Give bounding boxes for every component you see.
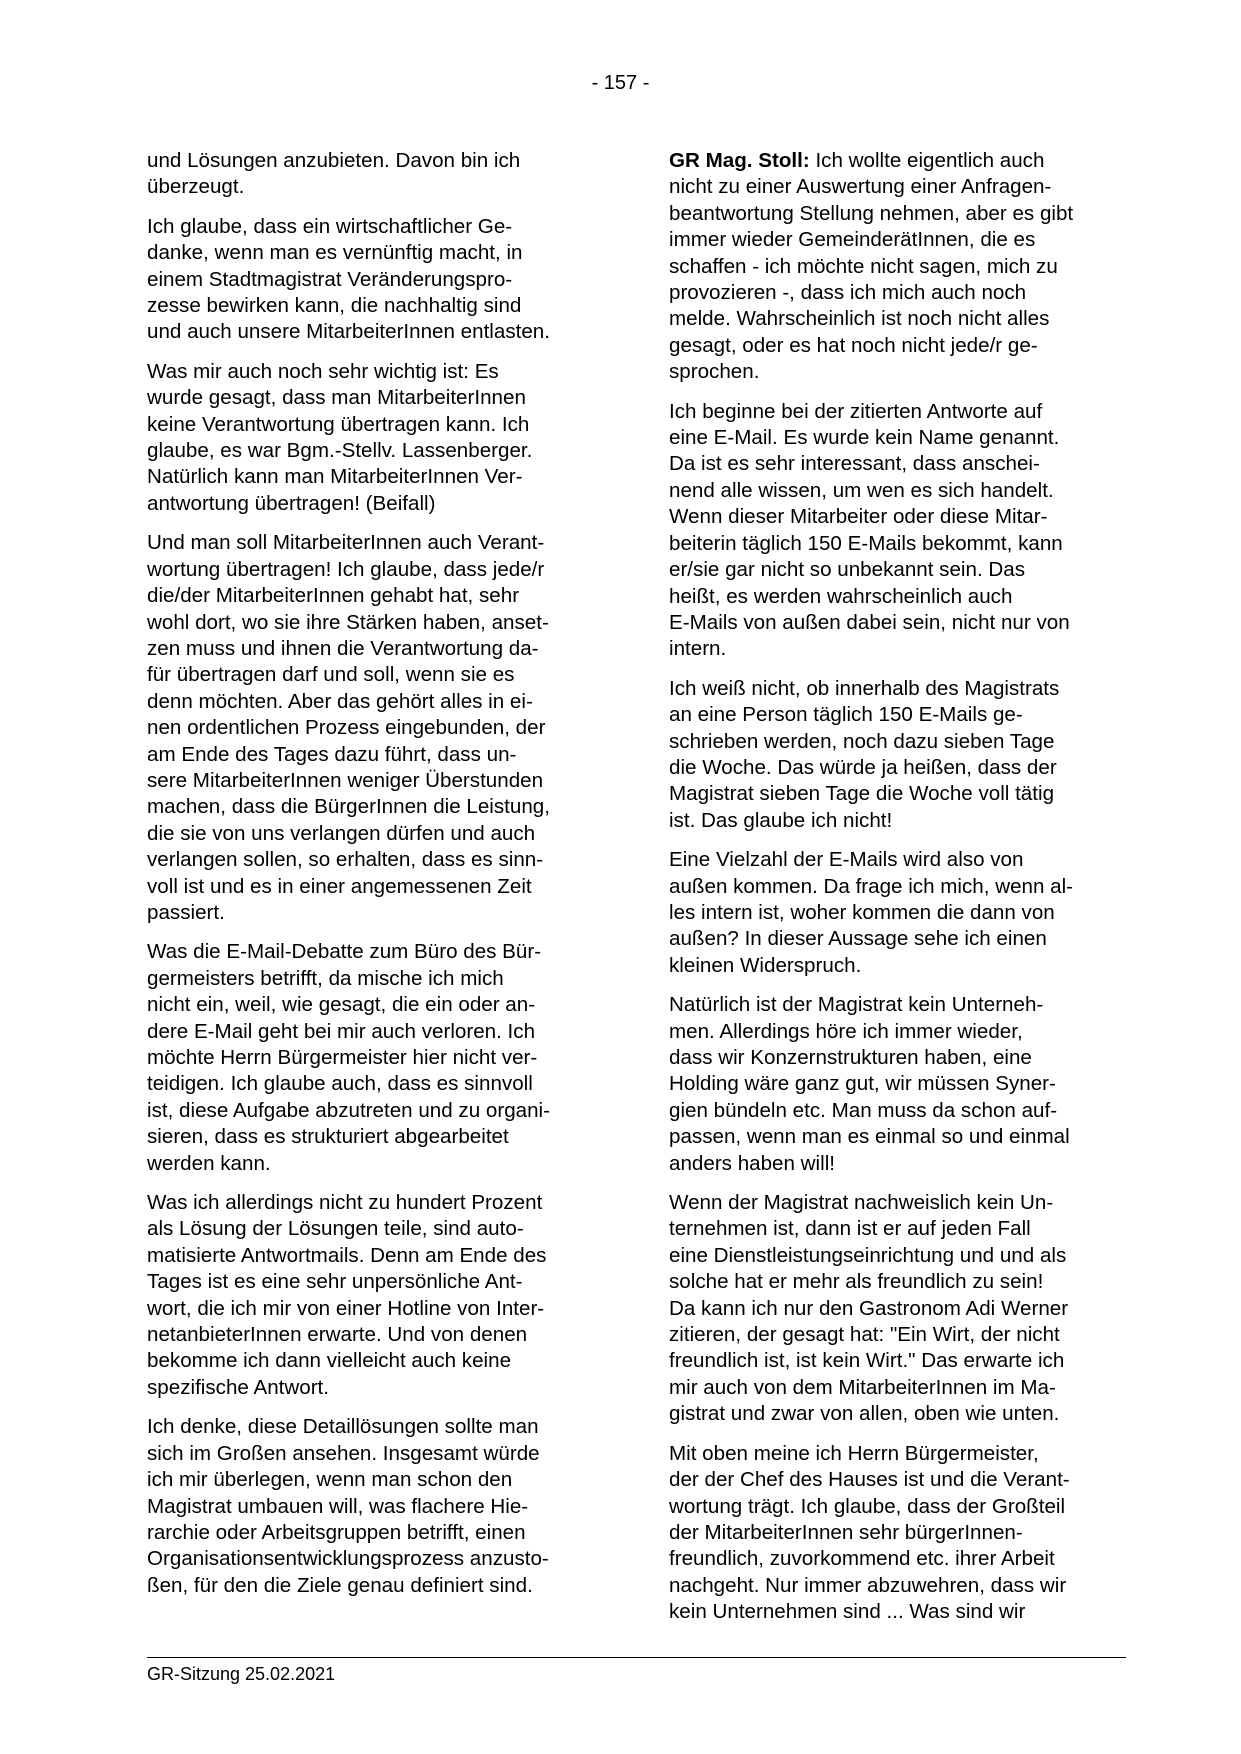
text-line: E-Mails von außen dabei sein, nicht nur von [669, 610, 1070, 634]
text-line: provozieren -, dass ich mich auch noch [669, 281, 1027, 305]
text-line: beantwortung Stellung nehmen, aber es gibt [669, 201, 1074, 225]
text-line: germeisters betrifft, da mische ich mich [147, 966, 504, 990]
text-line: gien bündeln etc. Man muss da schon auf- [669, 1098, 1058, 1122]
text-line: Organisationsentwicklungsprozess anzusto- [147, 1547, 549, 1571]
text-line: beiterin täglich 150 E-Mails bekommt, kann [669, 531, 1063, 555]
paragraph [147, 1190, 599, 1401]
text-line: glaube, es war Bgm.-Stellv. Lassenberger. [147, 439, 533, 463]
text-line: der MitarbeiterInnen sehr bürgerInnen- [669, 1520, 1023, 1544]
text-line: Da ist es sehr interessant, dass anschei- [669, 452, 1040, 476]
text-line: Eine Vielzahl der E-Mails wird also von [669, 848, 1024, 872]
text-line: machen, dass die BürgerInnen die Leistung, [147, 795, 550, 819]
text-line: Magistrat sieben Tage die Woche voll tätig [669, 782, 1055, 806]
text-line: rarchie oder Arbeitsgruppen betrifft, einen [147, 1520, 526, 1544]
paragraph [669, 1441, 1127, 1626]
text-line: die/der MitarbeiterInnen gehabt hat, sehr [147, 584, 520, 608]
text-line: kleinen Widerspruch. [669, 953, 862, 977]
text-line: melde. Wahrscheinlich ist noch nicht alles [669, 307, 1050, 331]
text-line: schrieben werden, noch dazu sieben Tage [669, 729, 1055, 753]
page-number: - 157 - [591, 72, 650, 94]
text-line: Was ich allerdings nicht zu hundert Prozent [147, 1191, 543, 1215]
text-line: solche hat er mehr als freundlich zu sein! [669, 1270, 1044, 1294]
text-line: dere E-Mail geht bei mir auch verloren. Ich [147, 1019, 536, 1043]
text-line: ich mir überlegen, wenn man schon den [147, 1468, 513, 1492]
text-line: antwortung übertragen! (Beifall) [147, 491, 436, 515]
text-line: Wenn dieser Mitarbeiter oder diese Mitar- [669, 505, 1048, 529]
text-line: les intern ist, woher kommen die dann von [669, 900, 1055, 924]
text-line: teidigen. Ich glaube auch, dass es sinnvoll [147, 1072, 533, 1096]
text-line: nicht zu einer Auswertung einer Anfragen- [669, 175, 1052, 199]
text-line: und Lösungen anzubieten. Davon bin ich [147, 149, 521, 172]
text-line: passen, wenn man es einmal so und einmal [669, 1125, 1070, 1149]
text-line: eine E-Mail. Es wurde kein Name genannt. [669, 426, 1060, 450]
text-line: wurde gesagt, dass man MitarbeiterInnen [147, 386, 526, 410]
text-line: wortung übertragen! Ich glaube, dass jede/r [147, 557, 545, 581]
text-line: Ich denke, diese Detaillösungen sollte man [147, 1415, 539, 1439]
text-line: nachgeht. Nur immer abzuwehren, dass wir [669, 1573, 1067, 1597]
text-line: Wenn der Magistrat nachweislich kein Un- [669, 1191, 1054, 1215]
text-line: intern. [669, 637, 727, 661]
paragraph [669, 992, 1127, 1177]
text-line: nend alle wissen, um wen es sich handelt. [669, 478, 1054, 502]
text-line: Da kann ich nur den Gastronom Adi Werner [669, 1296, 1069, 1320]
text-line: außen kommen. Da frage ich mich, wenn al- [669, 874, 1074, 898]
speaker-name: GR Mag. Stoll: [669, 149, 810, 172]
paragraph [669, 676, 1127, 834]
text-line: für übertragen darf und soll, wenn sie es [147, 663, 515, 687]
text-line: ßen, für den die Ziele genau definiert sind. [147, 1573, 533, 1597]
text-line: verlangen sollen, so erhalten, dass es sinn- [147, 848, 544, 872]
text-line: dass wir Konzernstrukturen haben, eine [669, 1046, 1032, 1069]
text-line: voll ist und es in einer angemessenen Zeit [147, 874, 532, 898]
text-line: als Lösung der Lösungen teile, sind auto- [147, 1217, 524, 1241]
paragraph [669, 399, 1127, 663]
text-line: immer wieder GemeinderätInnen, die es [669, 228, 1036, 252]
text-line: überzeugt. [147, 175, 245, 199]
text-line: eine Dienstleistungseinrichtung und und als [669, 1243, 1067, 1267]
text-line: der der Chef des Hauses ist und die Verant- [669, 1468, 1070, 1492]
text-line: sprochen. [669, 360, 760, 384]
paragraph [669, 847, 1127, 979]
text-line: danke, wenn man es vernünftig macht, in [147, 241, 523, 265]
text-line: möchte Herrn Bürgermeister hier nicht ver- [147, 1046, 538, 1069]
text-line: kein Unternehmen sind ... Was sind wir [669, 1600, 1026, 1624]
paragraph [669, 148, 1127, 386]
text-line: keine Verantwortung übertragen kann. Ich [147, 412, 530, 436]
text-line: wort, die ich mir von einer Hotline von Inter- [147, 1296, 545, 1320]
text-line: Und man soll MitarbeiterInnen auch Verant- [147, 531, 545, 555]
text-line: Magistrat umbauen will, was flachere Hie- [147, 1494, 529, 1518]
text-line: nicht ein, weil, wie gesagt, die ein oder an- [147, 993, 536, 1017]
text-line: bekomme ich dann vielleicht auch keine [147, 1349, 512, 1373]
text-line: wohl dort, wo sie ihre Stärken haben, anset- [147, 610, 549, 634]
text-line: heißt, es werden wahrscheinlich auch [669, 584, 1013, 608]
text-line: Mit oben meine ich Herrn Bürgermeister, [669, 1441, 1039, 1465]
text-line [669, 148, 1127, 174]
text-line: am Ende des Tages dazu führt, dass un- [147, 742, 517, 766]
footer-divider [147, 1657, 1126, 1658]
text-line: außen? In dieser Aussage sehe ich einen [669, 927, 1047, 951]
text-line: Was die E-Mail-Debatte zum Büro des Bür- [147, 940, 542, 964]
text-line: Natürlich ist der Magistrat kein Unterneh- [669, 993, 1044, 1017]
text-line: schaffen - ich möchte nicht sagen, mich zu [669, 254, 1058, 278]
text-line: ist. Das glaube ich nicht! [669, 808, 893, 832]
text-line: ist, diese Aufgabe abzutreten und zu organi- [147, 1098, 550, 1122]
text-line: die Woche. Das würde ja heißen, dass der [669, 755, 1057, 779]
text-line: Holding wäre ganz gut, wir müssen Syner- [669, 1072, 1056, 1096]
text-fragment: Ich wollte eigentlich auch [809, 149, 1045, 172]
text-line: gesagt, oder es hat noch nicht jede/r ge- [669, 333, 1038, 357]
text-line: men. Allerdings höre ich immer wieder, [669, 1019, 1023, 1043]
paragraph [147, 359, 599, 517]
text-line: denn möchten. Aber das gehört alles in ei- [147, 689, 533, 713]
text-line: einem Stadtmagistrat Veränderungspro- [147, 267, 513, 291]
text-line: Was mir auch noch sehr wichtig ist: Es [147, 359, 499, 383]
paragraph [147, 214, 599, 346]
paragraph [147, 530, 599, 926]
text-line: wortung trägt. Ich glaube, dass der Großteil [669, 1494, 1066, 1518]
text-line: Ich glaube, dass ein wirtschaftlicher Ge- [147, 214, 513, 238]
right-column [669, 148, 1127, 1639]
text-line: sere MitarbeiterInnen weniger Überstunden [147, 768, 544, 792]
text-line: anders haben will! [669, 1151, 835, 1175]
text-line: sieren, dass es strukturiert abgearbeitet [147, 1125, 509, 1149]
footer-text: GR-Sitzung 25.02.2021 [147, 1664, 336, 1684]
text-line: sich im Großen ansehen. Insgesamt würde [147, 1441, 540, 1465]
text-line: Ich weiß nicht, ob innerhalb des Magistrats [669, 676, 1060, 700]
text-line: zitieren, der gesagt hat: "Ein Wirt, der nicht [669, 1323, 1060, 1347]
text-line: Natürlich kann man MitarbeiterInnen Ver- [147, 465, 523, 489]
text-line: und auch unsere MitarbeiterInnen entlasten. [147, 320, 550, 344]
paragraph [147, 939, 599, 1177]
text-line: nen ordentlichen Prozess eingebunden, der [147, 716, 546, 740]
text-line: die sie von uns verlangen dürfen und auch [147, 821, 536, 845]
text-line: gistrat und zwar von allen, oben wie unten. [669, 1402, 1060, 1426]
left-column [147, 148, 599, 1612]
text-line: spezifische Antwort. [147, 1375, 329, 1399]
text-line: netanbieterInnen erwarte. Und von denen [147, 1323, 528, 1347]
paragraph [147, 1414, 599, 1599]
text-line: werden kann. [147, 1151, 271, 1175]
text-line: mir auch von dem MitarbeiterInnen im Ma- [669, 1375, 1056, 1399]
text-line: matisierte Antwortmails. Denn am Ende des [147, 1243, 547, 1267]
text-line: freundlich ist, ist kein Wirt." Das erwarte ich [669, 1349, 1065, 1373]
text-line: ternehmen ist, dann ist er auf jeden Fall [669, 1217, 1031, 1241]
text-line: er/sie gar nicht so unbekannt sein. Das [669, 558, 1026, 582]
text-line: Tages ist es eine sehr unpersönliche Ant- [147, 1270, 523, 1294]
text-line: passiert. [147, 900, 225, 924]
text-line: an eine Person täglich 150 E-Mails ge- [669, 703, 1023, 727]
paragraph [147, 148, 599, 201]
text-line: zen muss und ihnen die Verantwortung da- [147, 636, 539, 660]
paragraph [669, 1190, 1127, 1428]
text-line: zesse bewirken kann, die nachhaltig sind [147, 294, 522, 318]
text-line: freundlich, zuvorkommend etc. ihrer Arbeit [669, 1547, 1055, 1571]
text-line: Ich beginne bei der zitierten Antworte auf [669, 399, 1043, 423]
